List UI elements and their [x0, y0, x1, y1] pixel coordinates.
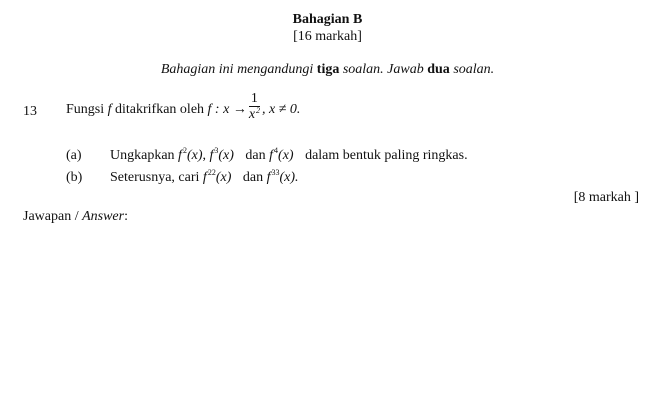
domain-condition: , x ≠ 0.: [262, 102, 301, 118]
part-b-arg1: (x): [215, 170, 232, 185]
part-b-f1: f: [202, 170, 207, 185]
question-stem: [66, 91, 301, 126]
answer-label-text: Jawapan /: [23, 209, 83, 224]
part-a-tail: dalam bentuk paling ringkas.: [305, 148, 468, 163]
part-a-text: Ungkapkan $f^2(x)$, $f^3(x)$ dan $f^4(x)$ dalam bentuk paling ringkas.: [110, 146, 468, 163]
part-b-verb: Seterusnya, cari: [110, 170, 200, 185]
function-symbol: f: [107, 102, 112, 118]
instruction-pre: Bahagian ini mengandungi: [160, 62, 317, 77]
section-instruction: [0, 62, 655, 78]
part-a-arg2: (x): [218, 148, 234, 163]
part-a-exp2: 3: [214, 146, 219, 155]
mapping-lhs: f : x →: [207, 102, 247, 118]
part-a-arg1: (x): [186, 148, 203, 163]
part-a-f2: f: [209, 148, 214, 163]
part-b-dan: dan: [242, 170, 264, 185]
part-a-arg3: (x): [278, 148, 294, 163]
answer-label-colon: :: [124, 209, 128, 224]
part-a-exp1: 2: [182, 146, 187, 155]
instruction-mid: soalan. Jawab: [339, 62, 428, 77]
fraction-numerator: 1: [249, 92, 260, 107]
part-a-f1: f: [178, 148, 182, 163]
instruction-bold-count: tiga: [316, 62, 340, 77]
part-a-exp3: 4: [274, 146, 279, 155]
part-b-arg2: (x).: [279, 170, 299, 185]
question-number: 13: [23, 104, 37, 119]
answer-label-italic: Answer: [82, 209, 125, 224]
section-title: Bahagian B: [292, 12, 363, 27]
marks-total: [8 markah ]: [573, 190, 639, 205]
part-b-exp2: 33: [271, 168, 280, 177]
part-a-dan: dan: [245, 148, 266, 163]
instruction-bold-answer: dua: [427, 62, 450, 77]
part-a-verb: Ungkapkan: [110, 148, 175, 163]
answer-label: [23, 209, 128, 225]
part-a-label: (a): [66, 148, 82, 163]
section-marks: [16 markah]: [293, 29, 362, 44]
fraction-denominator: [249, 107, 260, 124]
part-b-exp1: 22: [207, 168, 216, 177]
denominator-base: x: [248, 107, 256, 122]
instruction-post: soalan.: [449, 62, 495, 77]
part-a-f3: f: [269, 148, 274, 163]
fraction: [249, 92, 260, 124]
part-b-text: [110, 170, 299, 186]
part-b-f2: f: [266, 170, 271, 185]
stem-text-2: ditakrifkan oleh: [115, 102, 205, 118]
part-b-label: (b): [66, 170, 83, 185]
stem-text: Fungsi: [66, 102, 105, 118]
denominator-exponent: 2: [256, 106, 261, 115]
